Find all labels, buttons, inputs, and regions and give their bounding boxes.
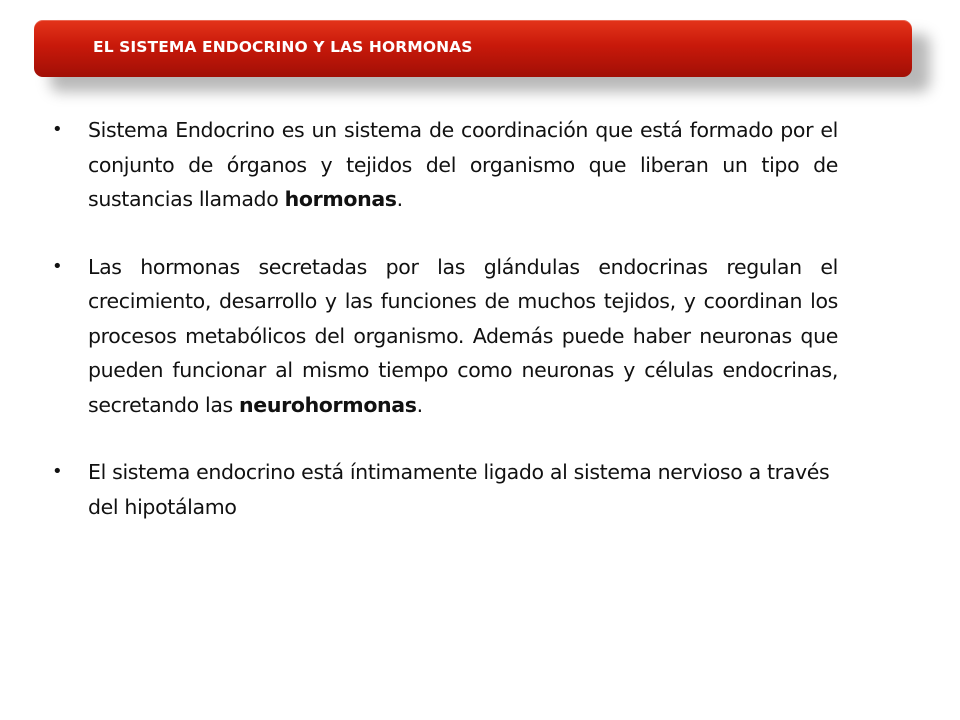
bullet-item-functions — [52, 250, 838, 423]
slide-title: EL SISTEMA ENDOCRINO Y LAS HORMONAS — [93, 38, 473, 56]
bullet-text: Las hormonas secretadas por las glándulas endocrinas regulan el crecimiento, desarrollo y las funciones de muchos tejidos, y coordinan los procesos metabólicos del organismo. Además puede haber neuronas que pueden funcionar al mismo tiempo como neuronas y células endocrinas, secretando las — [88, 254, 838, 417]
bullet-text-end: . — [416, 392, 423, 417]
bullet-text: Sistema Endocrino es un sistema de coordinación que está formado por el conjunto de órganos y tejidos del organismo que liberan un tipo de sustancias llamado — [88, 118, 838, 211]
bullet-bold-term: neurohormonas — [239, 392, 417, 417]
bullet-icon: • — [52, 461, 63, 482]
bullet-icon: • — [52, 119, 63, 140]
bullet-text-end: . — [396, 187, 403, 211]
bullet-list — [52, 113, 838, 524]
bullet-icon: • — [52, 255, 63, 277]
bullet-item-definition — [52, 113, 838, 217]
bullet-text: El sistema endocrino está íntimamente ligado al sistema nervioso a través del hipotálamo — [88, 460, 830, 519]
bullet-item-hypothalamus — [52, 455, 838, 524]
bullet-bold-term: hormonas — [284, 187, 397, 211]
